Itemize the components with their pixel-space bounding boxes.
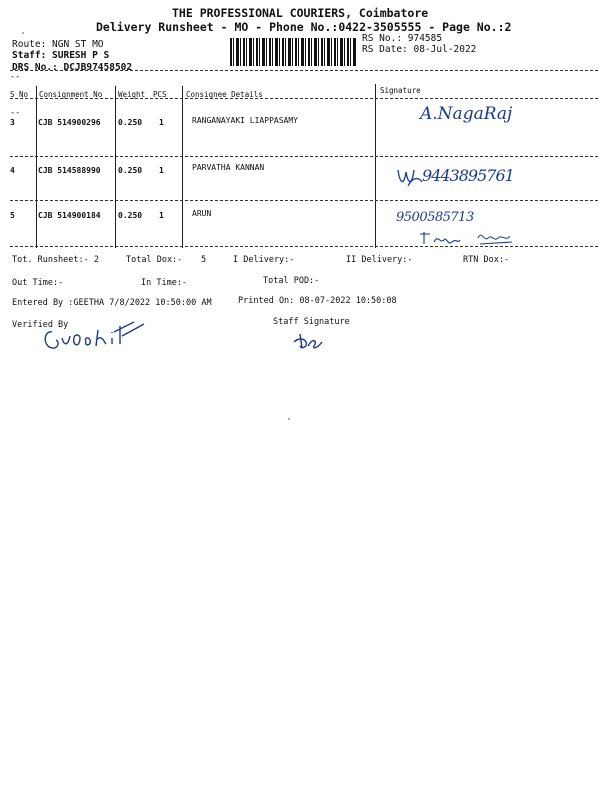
in-time: In Time:-	[141, 278, 188, 288]
separator-line	[10, 70, 598, 71]
route-text: Route: NGN ST MO	[12, 39, 104, 50]
total-dox-value: 5	[201, 255, 207, 265]
staff-signature	[290, 330, 330, 354]
row-sno: 4	[10, 166, 15, 175]
total-runsheet: Tot. Runsheet:- 2	[12, 255, 99, 265]
scan-speck	[22, 32, 24, 34]
column-divider	[36, 86, 37, 248]
column-divider	[182, 86, 183, 248]
scan-speck	[288, 418, 290, 420]
row-weight: 0.250	[118, 118, 143, 127]
row-consignee: RANGANAYAKI LIAPPASAMY	[192, 116, 298, 125]
row-consignee: ARUN	[192, 209, 212, 218]
row-separator	[10, 200, 598, 201]
row-weight: 0.250	[118, 211, 143, 220]
row-signature: A.NagaRaj	[420, 104, 513, 124]
col-header-consignment: Consignment No	[39, 90, 103, 99]
runsheet-title: Delivery Runsheet - MO - Phone No.:0422-3505555 - Page No.:2	[96, 20, 512, 34]
rs-date: RS Date: 08-Jul-2022	[362, 44, 477, 55]
col-header-signature: Signature	[380, 86, 421, 95]
row-consignment: CJB 514900184	[38, 211, 101, 220]
row-weight: 0.250	[118, 166, 143, 175]
row-separator	[10, 156, 598, 157]
row-consignee: PARVATHA KANNAN	[192, 163, 265, 172]
verified-by-label: Verified By	[12, 320, 69, 330]
row-pcs: 1	[159, 211, 164, 220]
staff-text: Staff: SURESH P S	[12, 50, 110, 61]
row-sno: 5	[10, 211, 15, 220]
rtn-dox: RTN Dox:-	[463, 255, 510, 265]
verified-signature	[40, 316, 160, 356]
row-marker: --	[10, 72, 21, 82]
col-header-pcs: PCS	[153, 90, 167, 99]
barcode-image	[230, 38, 356, 66]
col-header-consignee: Consignee Details	[186, 90, 263, 99]
row-sno: 3	[10, 118, 15, 127]
col-header-sno: S No	[10, 90, 29, 99]
total-pod: Total POD:-	[263, 276, 320, 286]
row-consignment: CJB 514588990	[38, 166, 101, 175]
row-signature: 9443895761	[422, 166, 514, 185]
column-divider	[375, 84, 376, 248]
rs-number: RS No.: 974585	[362, 33, 443, 44]
total-dox-label: Total Dox:-	[126, 255, 183, 265]
company-title: THE PROFESSIONAL COURIERS, Coimbatore	[172, 6, 429, 20]
col-header-weight: Weight	[118, 90, 146, 99]
ii-delivery: II Delivery:-	[346, 255, 413, 265]
printed-on: Printed On: 08-07-2022 10:50:08	[238, 296, 397, 306]
row-pcs: 1	[159, 166, 164, 175]
out-time: Out Time:-	[12, 278, 64, 288]
row-signature: 9500585713	[396, 210, 474, 225]
drs-number: DRS No.: DCJB97458502	[12, 62, 133, 73]
row-marker: --	[10, 108, 21, 118]
row-pcs: 1	[159, 118, 164, 127]
row-separator	[10, 246, 598, 247]
row-consignment: CJB 514900296	[38, 118, 101, 127]
entered-by: Entered By :GEETHA 7/8/2022 10:50:00 AM	[12, 298, 212, 308]
staff-signature-label: Staff Signature	[273, 317, 350, 327]
column-divider	[115, 86, 116, 248]
i-delivery: I Delivery:-	[233, 255, 295, 265]
